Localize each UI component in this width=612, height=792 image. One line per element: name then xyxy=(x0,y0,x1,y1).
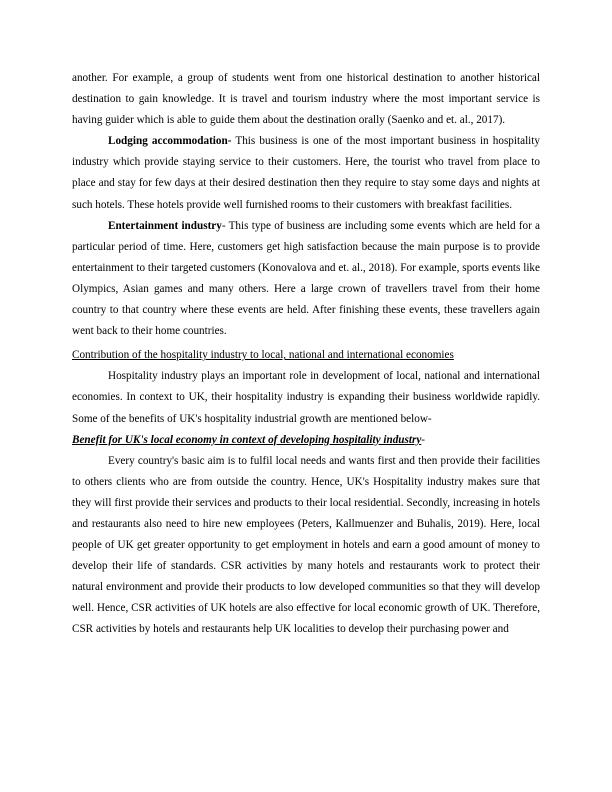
local-benefit-heading-suffix: - xyxy=(421,433,426,446)
paragraph-hospitality-role: Hospitality industry plays an important role in development of local, national and international economies. In context to UK, their hospitality industry is expanding their business worldwide rapidly. Some of the benefits of UK's hospitality industrial growth are mentioned below- xyxy=(72,370,540,425)
paragraph-lodging xyxy=(72,131,540,215)
document-body xyxy=(72,68,540,641)
section-heading-local-benefit xyxy=(72,430,540,451)
lodging-lead: Lodging accommodation- xyxy=(108,135,232,148)
paragraph-continuation: another. For example, a group of students went from one historical destination to another historical destination to gain knowledge. It is travel and tourism industry where the most important service is having guider which is able to guide them about the destination orally (Saenko and et. al., 2017). xyxy=(72,72,540,127)
paragraph-local-economy: Every country's basic aim is to fulfil local needs and wants first and then provide their facilities to others clients who are from outside the country. Hence, UK's Hospitality industry makes sure that they will first provide their services and products to their local residential. Secondly, increasing in hotels and restaurants also need to hire new employees (Peters, Kallmuenzer and Buhalis, 2019). Here, local people of UK get greater opportunity to get employment in hotels and earn a good amount of money to develop their life of standards. CSR activities by many hotels and restaurants work to protect their natural environment and provide their products to low developed communities so that they will develop well. Hence, CSR activities of UK hotels are also effective for local economic growth of UK. Therefore, CSR activities by hotels and restaurants help UK localities to develop their purchasing power and xyxy=(72,454,540,636)
section-heading-contribution: Contribution of the hospitality industry to local, national and international economies xyxy=(72,349,454,362)
lodging-body: This business is one of the most important business in hospitality industry which provide staying service to their customers. Here, the tourist who travel from place to place and stay for few days at their desired destination then they require to stay some days and nights at such hotels. These hotels provide well furnished rooms to their customers with breakfast facilities. xyxy=(72,135,540,211)
entertainment-body: - This type of business are including some events which are held for a particular period of time. Here, customers get high satisfaction because the main purpose is to provide entertainment to their targeted customers (Konovalova and et. al., 2018). For example, sports events like Olympics, Asian games and many others. Here a large crown of travellers travel from their home country to that country where these events are held. After finishing these events, these travellers again went back to their home countries. xyxy=(72,219,540,338)
local-benefit-heading-text: Benefit for UK's local economy in context of developing hospitality industry xyxy=(72,433,422,446)
paragraph-entertainment xyxy=(72,216,540,343)
entertainment-lead: Entertainment industry xyxy=(108,219,222,232)
